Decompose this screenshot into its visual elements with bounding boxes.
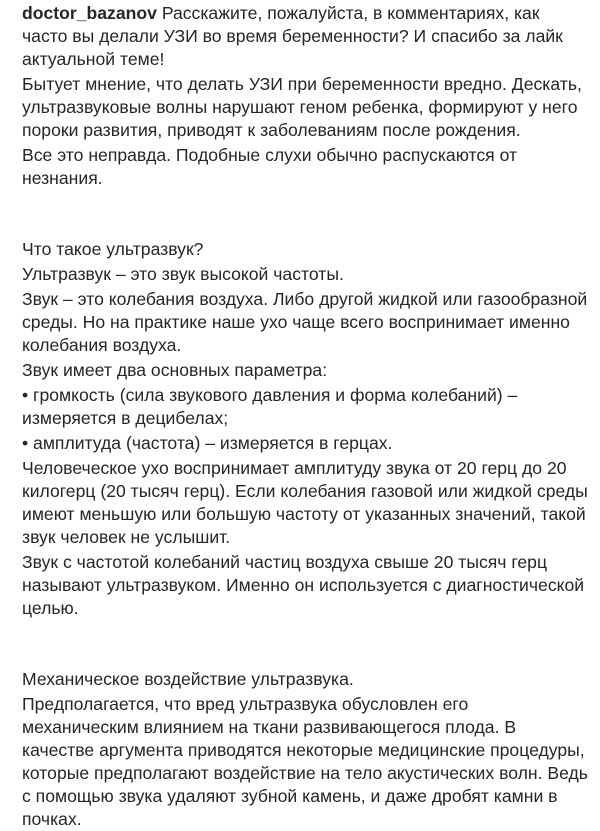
paragraph-parameters: Звук имеет два основных параметра: — [22, 360, 328, 380]
paragraph-ultrasound-freq: Звук с частотой колебаний частиц воздуха свыше 20 тысяч герц называют ультразвуком. Именно он используется с диагностической целью. — [22, 552, 585, 618]
intro-text: Расскажите, пожалуйста, в комментариях, как часто вы делали УЗИ во время беременности? И спасибо за лайк актуальной теме! — [22, 3, 563, 69]
paragraph-mechanical: Предполагается, что вред ультразвука обусловлен его механическим влиянием на ткани развивающегося плода. В качестве аргумента приводятся некоторые медицинские процедуры, которые предполагают воздействие на тело акустических волн. Ведь с помощью звука удаляют зубной камень, и даже дробят камни в почках. — [22, 694, 588, 829]
spacer — [22, 645, 588, 668]
spacer — [22, 622, 588, 645]
paragraph-rebuttal: Все это неправда. Подобные слухи обычно распускаются от незнания. — [22, 145, 518, 188]
bullet-amplitude: • амплитуда (частота) – измеряется в герцах. — [22, 433, 393, 453]
bullet-loudness: • громкость (сила звукового давления и форма колебаний) – измеряется в децибелах; — [22, 385, 518, 428]
section-heading-mechanical: Механическое воздействие ультразвука. — [22, 669, 354, 689]
section-heading-ultrasound: Что такое ультразвук? — [22, 239, 204, 259]
paragraph-sound: Звук – это колебания воздуха. Либо другой жидкой или газообразной среды. Но на практике наше ухо чаще всего воспринимает именно колебания воздуха. — [22, 289, 588, 355]
paragraph-hearing-range: Человеческое ухо воспринимает амплитуду звука от 20 герц до 20 килогерц (20 тысяч герц). Если колебания газовой или жидкой среды имеют меньшую или большую частоту от указанных значений, такой звук человек не услышит. — [22, 458, 588, 547]
spacer — [22, 192, 588, 215]
paragraph-myth: Бытует мнение, что делать УЗИ при беременности вредно. Дескать, ультразвуковые волны нарушают геном ребенка, формируют у него пороки развития, приводят к заболеваниям после рождения. — [22, 74, 582, 140]
spacer — [22, 215, 588, 238]
caption-intro — [22, 2, 588, 71]
paragraph-definition: Ультразвук – это звук высокой частоты. — [22, 264, 344, 284]
username-link[interactable]: doctor_bazanov — [22, 3, 157, 23]
